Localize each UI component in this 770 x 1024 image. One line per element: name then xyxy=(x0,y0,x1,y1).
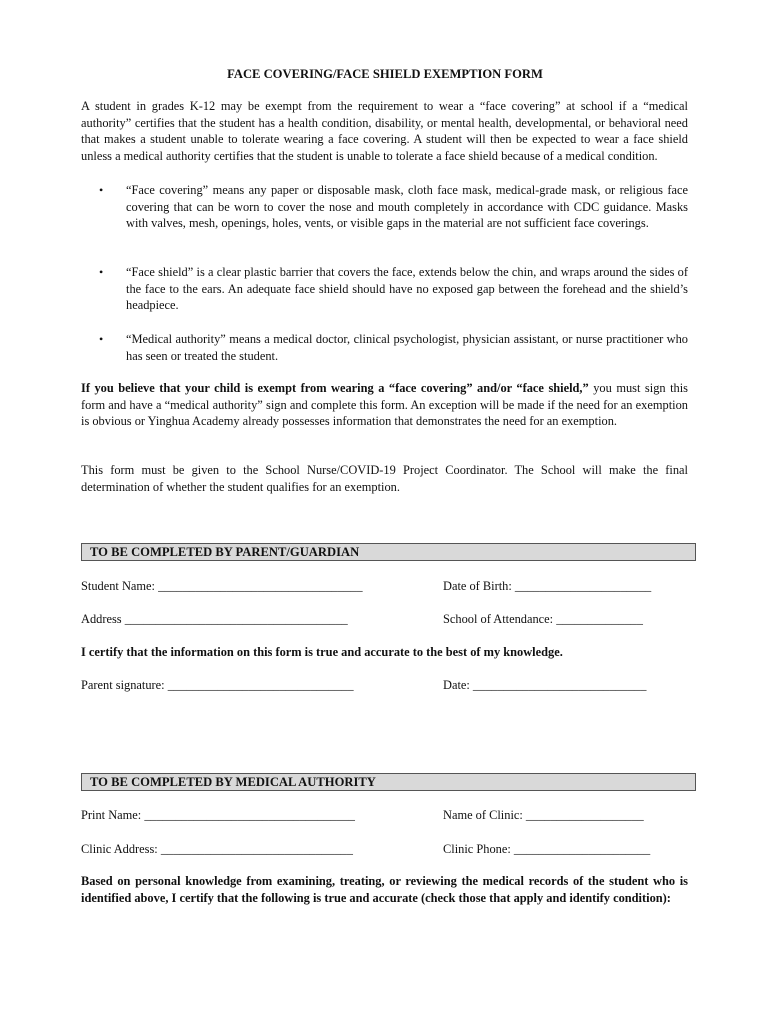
definition-text: “Face shield” is a clear plastic barrier that covers the face, extends below the chin, and wraps around the sides of the face to the ears. An adequate face shield should have no exposed gap between the forehead and the shield’s headpiece. xyxy=(126,265,688,313)
parent-signature-field[interactable]: Parent signature: ______________________________ xyxy=(81,678,354,692)
definition-face-shield xyxy=(81,264,688,314)
student-name-field[interactable]: Student Name: _________________________________ xyxy=(81,579,363,593)
medical-certification-statement: Based on personal knowledge from examining, treating, or reviewing the medical records of the student who is identified above, I certify that the following is true and accurate (check those that apply and identify condition): xyxy=(81,874,688,905)
clinic-name-field[interactable]: Name of Clinic: ___________________ xyxy=(443,808,644,822)
exemption-paragraph xyxy=(81,380,688,430)
definition-text: “Medical authority” means a medical doctor, clinical psychologist, physician assistant, or nurse practitioner who has seen or treated the student. xyxy=(126,332,688,363)
submission-note: This form must be given to the School Nurse/COVID-19 Project Coordinator. The School will make the final determination of whether the student qualifies for an exemption. xyxy=(81,463,688,494)
parent-certification-statement: I certify that the information on this form is true and accurate to the best of my knowledge. xyxy=(81,645,563,659)
exemption-text: you must sign this form and have a “medical authority” sign and complete this form. An exception will be made if the need for an exemption is obvious or Yinghua Academy already possesses information that demonstrates the need for an exemption. xyxy=(81,381,688,429)
clinic-phone-field[interactable]: Clinic Phone: ______________________ xyxy=(443,842,651,856)
print-name-field[interactable]: Print Name: __________________________________ xyxy=(81,808,355,822)
bullet-icon: • xyxy=(99,332,104,346)
bullet-icon: • xyxy=(99,183,104,197)
medical-section-header: TO BE COMPLETED BY MEDICAL AUTHORITY xyxy=(81,773,696,791)
definition-medical-authority xyxy=(81,331,688,364)
definition-text: “Face covering” means any paper or disposable mask, cloth face mask, medical-grade mask, or religious face covering that can be worn to cover the nose and mouth completely in accordance with CDC guidance. Masks with valves, mesh, openings, holes, vents, or visible gaps in the material are not sufficient face coverings. xyxy=(126,183,688,231)
school-of-attendance-field[interactable]: School of Attendance: ______________ xyxy=(443,612,643,626)
clinic-address-field[interactable]: Clinic Address: _______________________________ xyxy=(81,842,353,856)
parent-date-field[interactable]: Date: ____________________________ xyxy=(443,678,647,692)
date-of-birth-field[interactable]: Date of Birth: ______________________ xyxy=(443,579,652,593)
exemption-bold-text: If you believe that your child is exempt from wearing a “face covering” and/or “face shield,” xyxy=(81,381,589,395)
bullet-icon: • xyxy=(99,265,104,279)
intro-paragraph: A student in grades K-12 may be exempt from the requirement to wear a “face covering” at school if a “medical authority” certifies that the student has a health condition, disability, or mental health, developmental, or behavioral need that makes a student unable to tolerate wearing a face covering. A student will then be expected to wear a face shield unless a medical authority certifies that the student is unable to tolerate a face shield because of a medical condition. xyxy=(81,99,688,163)
definition-face-covering xyxy=(81,182,688,232)
parent-section-header: TO BE COMPLETED BY PARENT/GUARDIAN xyxy=(81,543,696,561)
form-title: FACE COVERING/FACE SHIELD EXEMPTION FORM xyxy=(227,67,543,81)
address-field[interactable]: Address ____________________________________ xyxy=(81,612,348,626)
